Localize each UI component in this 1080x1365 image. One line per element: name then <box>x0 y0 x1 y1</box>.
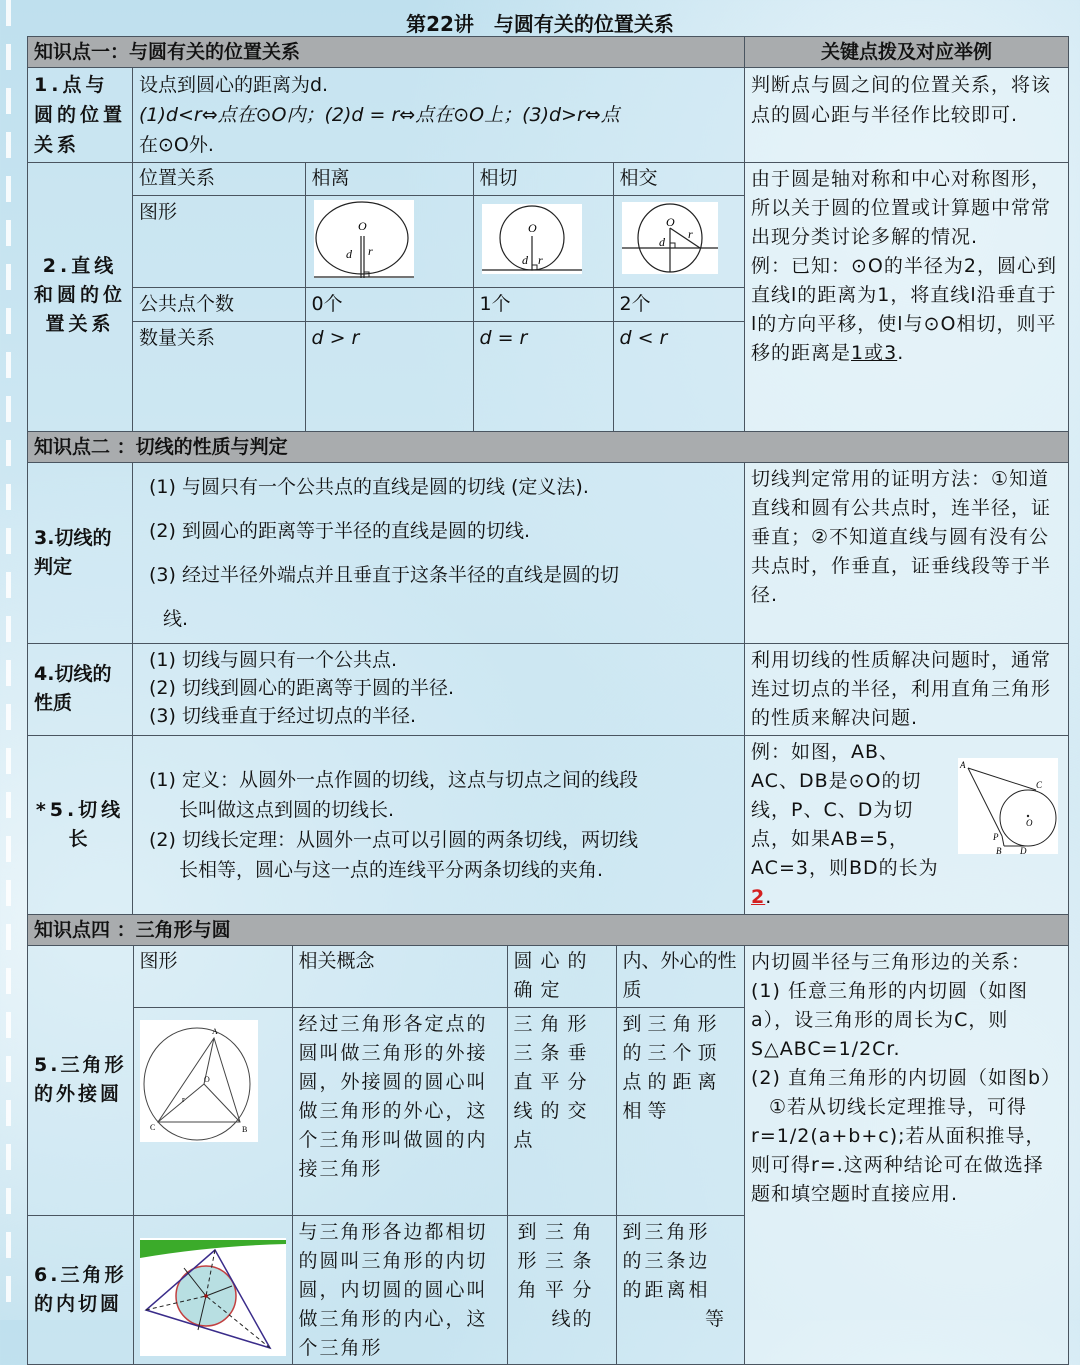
section2-title: 知识点二 ：切线的性质与判定 <box>28 431 1069 462</box>
incenter-property: 到三角形的三条边的距离相等 <box>616 1215 745 1365</box>
example-text: 例：如图，AB、AC、DB是⊙O的切线，P、C、D为切点，如果AB=5，AC=3，则BD的长为2. <box>751 740 939 908</box>
svg-text:D: D <box>1020 845 1028 854</box>
content-line: 设点到圆心的距离为d. <box>139 74 329 96</box>
row-label: 3.切线的判定 <box>28 462 133 643</box>
subtable-header-row <box>133 162 745 196</box>
circumcircle-row <box>28 1007 745 1215</box>
row-note <box>745 945 1069 1364</box>
circumcenter-determination: 三角形三条垂直平分线的交点 <box>507 1007 616 1215</box>
row-label: 1.点与圆的位置关系 <box>28 68 133 163</box>
common-points-intersect: 2个 <box>613 288 745 322</box>
row-tangent-length <box>28 735 1069 914</box>
incircle-figure-cell <box>133 1215 292 1365</box>
note-paragraph: (2) 直角三角形的内切圆（如图b） <box>751 1066 1062 1089</box>
col-header: 圆心的确定 <box>507 945 616 1008</box>
section4-title: 知识点四 ：三角形与圆 <box>28 914 1069 945</box>
svg-text:A: A <box>211 1026 218 1036</box>
svg-text:r: r <box>687 227 693 241</box>
quantity-tangent: d = r <box>473 322 613 432</box>
note-text: 由于圆是轴对称和中心对称图形，所以关于圆的位置或计算题中常常出现分类讨论多解的情况. <box>751 168 1052 248</box>
row-line-circle <box>28 163 1069 432</box>
content-line: 在⊙O外. <box>139 134 214 156</box>
subtable-quantity-row <box>133 322 745 432</box>
tangent-length-item: (2) 切线长定理：从圆外一点可以引圆的两条切线，两切线 <box>149 828 638 851</box>
page-title: 第22讲 与圆有关的位置关系 <box>406 12 674 36</box>
svg-text:O: O <box>357 219 367 233</box>
criterion-item: 线. <box>163 607 189 630</box>
col-header: 相切 <box>473 162 613 196</box>
note-paragraph: 内切圆半径与三角形边的关系： <box>751 950 1032 973</box>
knowledge-table <box>27 36 1069 1365</box>
note-paragraph: (1) 任意三角形的内切圆（如图a），设三角形的周长为C，则S△ABC=1/2Cr. <box>751 979 1028 1060</box>
triangle-circle-cell <box>28 945 745 1364</box>
svg-text:C: C <box>1036 779 1044 790</box>
section4-header <box>28 914 1069 945</box>
row-label: 5.三角形的外接圆 <box>28 945 133 1216</box>
svg-text:d: d <box>658 235 665 249</box>
tangent-length-item: (1) 定义：从圆外一点作圆的切线，这点与切点之间的线段 <box>149 768 638 791</box>
intersect-figure-cell <box>613 196 745 288</box>
row-note: 切线判定常用的证明方法：①知道直线和圆有公共点时，连半径，证垂直；②不知道直线与圆有没有公共点时，作垂直，证垂线段等于半径. <box>745 462 1069 643</box>
svg-text:O: O <box>203 1074 210 1084</box>
svg-text:O: O <box>665 215 675 229</box>
content-line: (1)d<r⇔点在⊙O内；(2)d = r⇔点在⊙O上；(3)d>r⇔点 <box>139 104 620 126</box>
subtable-figure-row <box>133 196 745 288</box>
svg-text:A: A <box>960 759 967 770</box>
svg-text:d: d <box>521 253 528 267</box>
row-content <box>133 462 745 643</box>
circumcircle-figure <box>140 1020 258 1142</box>
circumcenter-property: 到三角形的三个顶点的距离相等 <box>616 1007 745 1215</box>
svg-text:d: d <box>345 247 352 261</box>
row-label: 4.切线的性质 <box>28 643 133 735</box>
section1-header <box>28 37 1069 68</box>
property-item: (1) 切线与圆只有一个公共点. <box>149 648 397 671</box>
row-triangle-circle <box>28 945 1069 1364</box>
incircle-concept: 与三角形各边都相切的圆叫三角形的内切圆，内切圆的圆心叫做三角形的内心，这个三角形 <box>292 1215 507 1365</box>
row-header: 公共点个数 <box>133 288 305 322</box>
row-label: 6.三角形的内切圆 <box>28 1215 133 1365</box>
subtable-common-points-row <box>133 288 745 322</box>
circumcircle-concept: 经过三角形各定点的圆叫做三角形的外接圆，外接圆的圆心叫做三角形的外心，这个三角形叫做圆的内接三角形 <box>292 1007 507 1215</box>
quantity-intersect: d < r <box>613 322 745 432</box>
example-answer: 1或3 <box>851 342 898 364</box>
line-circle-subtable <box>133 162 745 432</box>
criterion-item: (2) 到圆心的距离等于半径的直线是圆的切线. <box>149 519 530 542</box>
row-label: 2.直线和圆的位置关系 <box>28 163 133 432</box>
col-header: 相离 <box>305 162 473 196</box>
tangent-length-item: 长叫做这点到圆的切线长. <box>179 798 395 821</box>
row-header: 数量关系 <box>133 322 305 432</box>
col-header: 内、外心的性质 <box>616 945 745 1008</box>
incircle-figure <box>140 1238 286 1356</box>
note-paragraph: ①若从切线长定理推导，可得r=1/2(a+b+c);若从面积推导，则可得r=.这两种结论可在做选择题和填空题时直接应用. <box>751 1095 1046 1205</box>
criterion-item: (3) 经过半径外端点并且垂直于这条半径的直线是圆的切 <box>149 563 619 586</box>
common-points-tangent: 1个 <box>473 288 613 322</box>
line-intersect-figure <box>622 202 718 274</box>
row-tangent-criteria <box>28 462 1069 643</box>
key-points-header: 关键点拨及对应举例 <box>745 37 1069 68</box>
svg-text:O: O <box>527 221 537 235</box>
section1-title: 知识点一：与圆有关的位置关系 <box>28 37 745 68</box>
row-note: 判断点与圆之间的位置关系，将该点的圆心距与半径作比较即可. <box>745 68 1069 163</box>
col-header: 位置关系 <box>133 162 305 196</box>
example-answer: 2 <box>751 885 766 908</box>
tangent-figure-cell <box>473 196 613 288</box>
row-content <box>133 68 745 163</box>
row-label: *5.切线长 <box>28 735 133 914</box>
col-header: 相交 <box>613 162 745 196</box>
triangle-circle-subtable <box>28 945 745 1365</box>
line-separate-figure <box>314 200 414 278</box>
row-note: 利用切线的性质解决问题时，通常连过切点的半径，利用直角三角形的性质来解决问题. <box>745 643 1069 735</box>
decorative-dashed-strip <box>6 0 11 1320</box>
subtable-header-row <box>28 945 745 1008</box>
svg-text:C: C <box>149 1122 155 1132</box>
criterion-item: (1) 与圆只有一个公共点的直线是圆的切线 (定义法). <box>149 475 589 498</box>
property-item: (2) 切线到圆心的距离等于圆的半径. <box>149 676 454 699</box>
svg-text:B: B <box>996 845 1003 854</box>
line-circle-subtable-cell <box>133 163 745 432</box>
circumcircle-figure-cell <box>133 1007 292 1215</box>
example-text: 例：已知：⊙O的半径为2，圆心到直线l的距离为1，将直线l沿垂直于l的方向平移，使l与⊙O相切，则平移的距离是1或3. <box>751 255 1057 364</box>
svg-text:P: P <box>993 831 1000 842</box>
common-points-separate: 0个 <box>305 288 473 322</box>
quantity-separate: d > r <box>305 322 473 432</box>
col-header: 相关概念 <box>292 945 507 1008</box>
tangent-length-figure <box>958 758 1058 854</box>
row-point-circle <box>28 68 1069 163</box>
svg-text:O: O <box>1026 817 1034 828</box>
section2-header <box>28 431 1069 462</box>
tangent-length-item: 长相等，圆心与这一点的连线平分两条切线的夹角. <box>179 858 604 881</box>
svg-text:B: B <box>241 1124 247 1134</box>
svg-text:r: r <box>367 244 373 258</box>
col-header: 图形 <box>133 945 292 1008</box>
row-note <box>745 163 1069 432</box>
line-tangent-figure <box>482 204 582 274</box>
row-content <box>133 735 745 914</box>
property-item: (3) 切线垂直于经过切点的半径. <box>149 704 416 727</box>
svg-text:r: r <box>181 1094 185 1104</box>
row-tangent-properties <box>28 643 1069 735</box>
row-header: 图形 <box>133 196 305 288</box>
svg-text:r: r <box>537 253 543 267</box>
incircle-row <box>28 1215 745 1365</box>
incenter-determination: 到三角形三条角平分线的 <box>507 1215 616 1365</box>
row-content <box>133 643 745 735</box>
separate-figure-cell <box>305 196 473 288</box>
row-note <box>745 735 1069 914</box>
